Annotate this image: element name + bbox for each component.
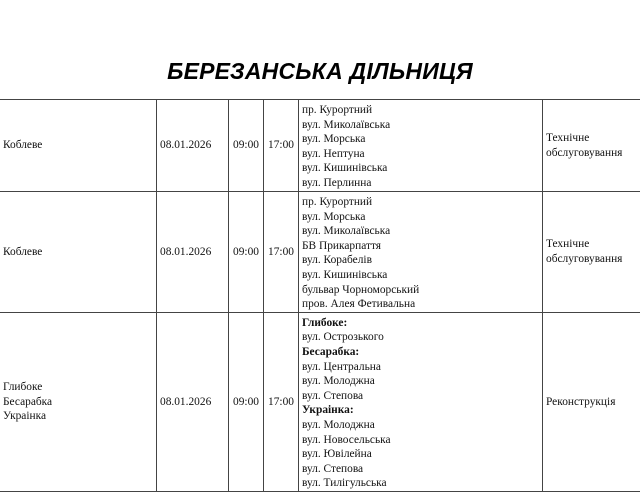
streets-cell [299,192,543,313]
street-name: вул. Новосельська [302,433,539,448]
street-name: вул. Кишинівська [302,268,539,283]
street-name: пр. Курортний [302,195,539,210]
street-name: БВ Прикарпаття [302,239,539,254]
locality-name: Коблеве [3,138,153,153]
start-time-cell: 09:00 [229,192,264,313]
street-name: вул. Нептуна [302,147,539,162]
street-name: вул. Центральна [302,360,539,375]
streets-cell [299,100,543,192]
street-name: бульвар Чорноморський [302,283,539,298]
street-name: вул. Молоджна [302,374,539,389]
start-time-cell: 09:00 [229,100,264,192]
street-name: пров. Алея Фетивальна [302,297,539,312]
settlement-heading: Глибоке: [302,316,539,331]
end-time-cell: 17:00 [264,312,299,491]
locality-name: Глибоке [3,380,153,395]
street-name: вул. Степова [302,389,539,404]
work-type-cell: Технічне обслуговування [543,192,640,313]
street-name: вул. Корабелів [302,253,539,268]
locality-name: Бесарабка [3,395,153,410]
page-title: БЕРЕЗАНСЬКА ДІЛЬНИЦЯ [0,58,640,85]
start-time-cell: 09:00 [229,312,264,491]
date-cell: 08.01.2026 [157,312,229,491]
table-row [0,312,640,491]
outage-schedule-table [0,99,640,492]
street-name: вул. Миколаївська [302,118,539,133]
settlement-heading: Украінка: [302,403,539,418]
end-time-cell: 17:00 [264,192,299,313]
locality-cell [0,192,157,313]
street-name: вул. Ювілейна [302,447,539,462]
locality-cell [0,100,157,192]
street-name: вул. Тилігульська [302,476,539,491]
locality-cell [0,312,157,491]
street-name: вул. Молоджна [302,418,539,433]
table-row [0,100,640,192]
locality-name: Украінка [3,409,153,424]
work-type-cell: Технічне обслуговування [543,100,640,192]
street-name: вул. Морська [302,132,539,147]
street-name: вул. Степова [302,462,539,477]
street-name: пр. Курортний [302,103,539,118]
street-name: вул. Кишинівська [302,161,539,176]
street-name: вул. Морська [302,210,539,225]
street-name: вул. Миколаївська [302,224,539,239]
table-body [0,100,640,492]
locality-name: Коблеве [3,245,153,260]
date-cell: 08.01.2026 [157,100,229,192]
table-row [0,192,640,313]
street-name: вул. Острозького [302,330,539,345]
settlement-heading: Бесарабка: [302,345,539,360]
streets-cell [299,312,543,491]
date-cell: 08.01.2026 [157,192,229,313]
end-time-cell: 17:00 [264,100,299,192]
work-type-cell: Реконструкція [543,312,640,491]
street-name: вул. Перлинна [302,176,539,191]
